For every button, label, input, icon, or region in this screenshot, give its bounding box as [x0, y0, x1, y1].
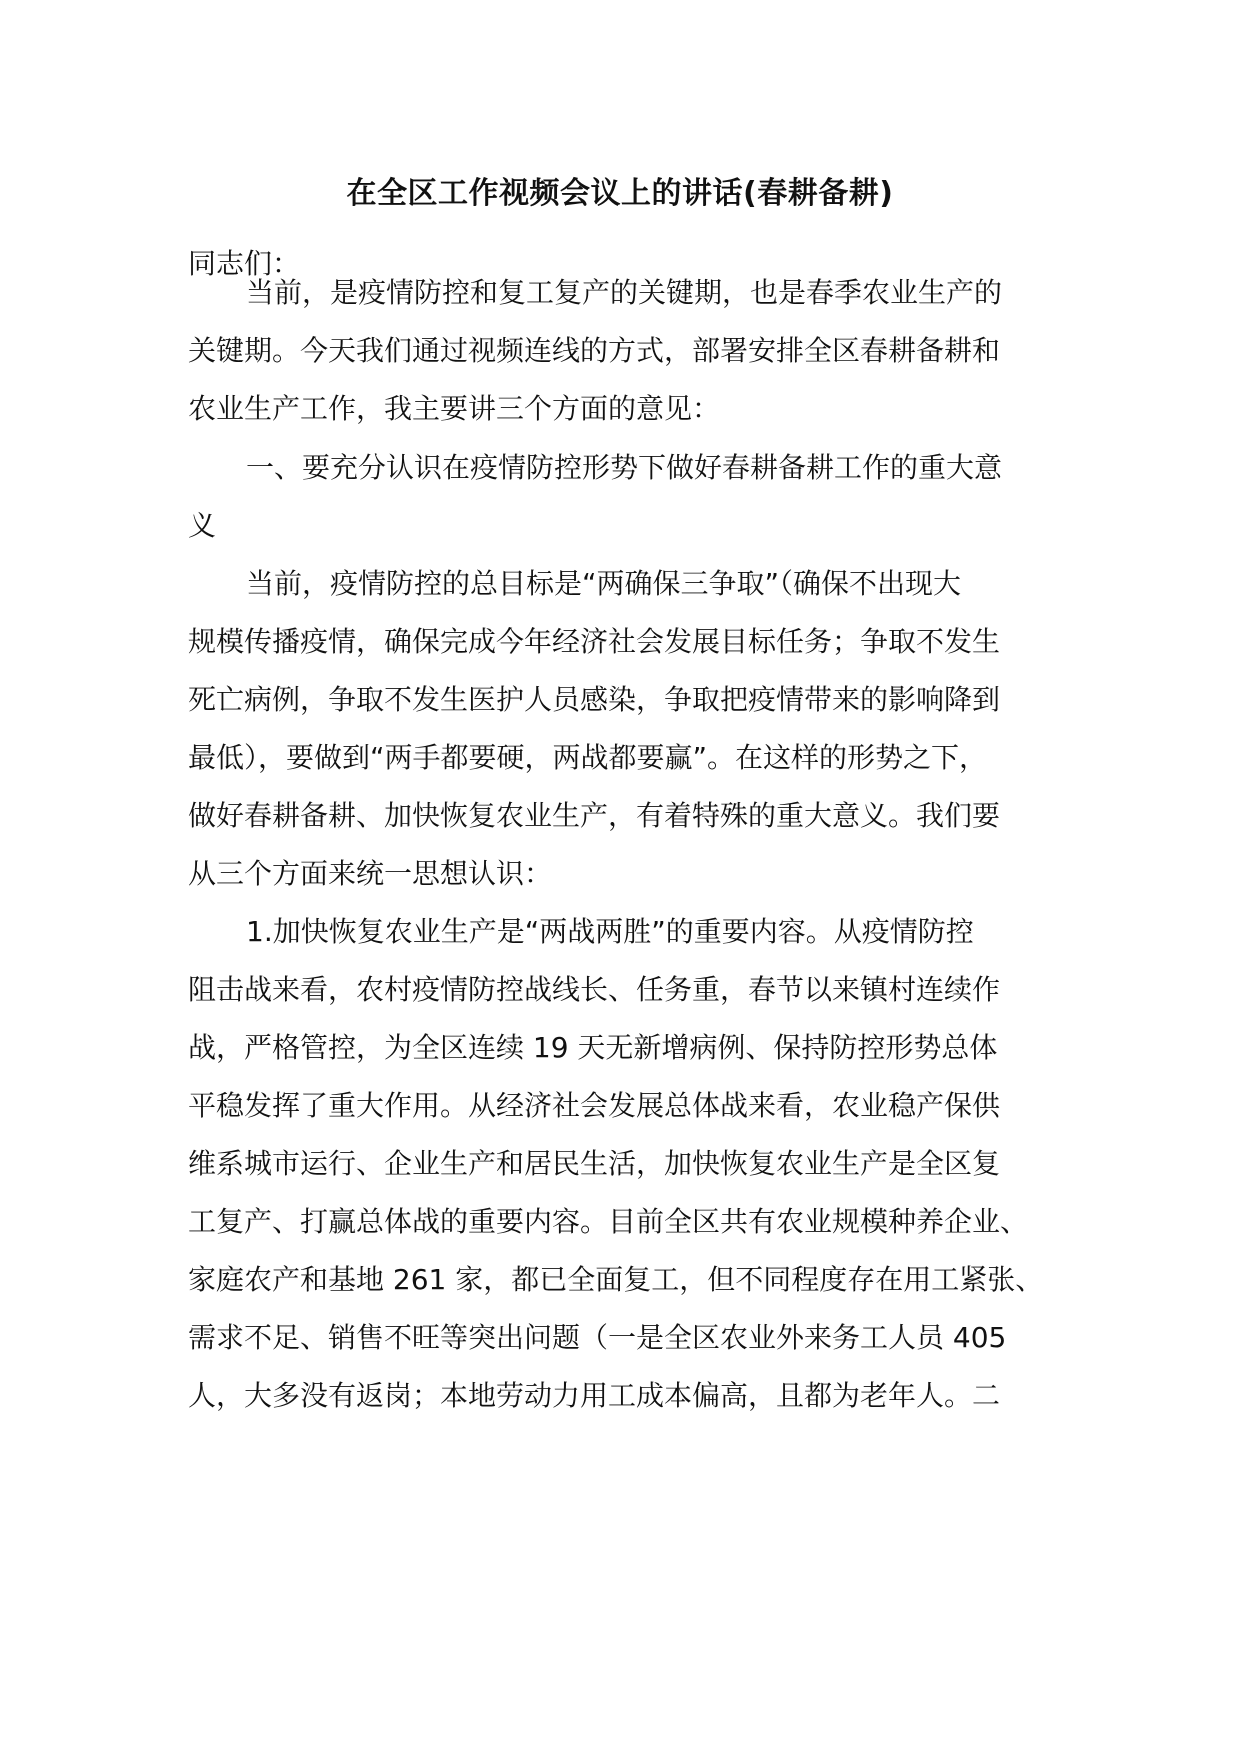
paragraph-line: 当前，疫情防控的总目标是“两确保三争取”（确保不出现大	[246, 567, 962, 600]
document-title: 在全区工作视频会议上的讲话(春耕备耕)	[346, 176, 894, 211]
paragraph-line: 需求不足、销售不旺等突出问题（一是全区农业外来务工人员 405	[188, 1321, 1007, 1354]
paragraph-line: 死亡病例，争取不发生医护人员感染，争取把疫情带来的影响降到	[188, 683, 1001, 716]
paragraph-line: 平稳发挥了重大作用。从经济社会发展总体战来看，农业稳产保供	[188, 1089, 1001, 1122]
paragraph-line: 最低），要做到“两手都要硬，两战都要赢”。在这样的形势之下，	[188, 741, 988, 774]
paragraph-line: 做好春耕备耕、加快恢复农业生产，有着特殊的重大意义。我们要	[188, 799, 1001, 832]
section-heading-line: 义	[188, 509, 217, 542]
paragraph-line: 农业生产工作，我主要讲三个方面的意见：	[188, 392, 721, 425]
paragraph-line: 关键期。今天我们通过视频连线的方式，部署安排全区春耕备耕和	[188, 334, 1001, 367]
salutation: 同志们：	[188, 247, 301, 280]
paragraph-line: 家庭农产和基地 261 家，都已全面复工，但不同程度存在用工紧张、	[188, 1263, 1044, 1296]
paragraph-line: 规模传播疫情，确保完成今年经济社会发展目标任务；争取不发生	[188, 625, 1001, 658]
paragraph-line: 从三个方面来统一思想认识：	[188, 857, 553, 890]
paragraph-line: 维系城市运行、企业生产和居民生活，加快恢复农业生产是全区复	[188, 1147, 1001, 1180]
paragraph-line: 工复产、打赢总体战的重要内容。目前全区共有农业规模种养企业、	[188, 1205, 1029, 1238]
paragraph-line: 1.加快恢复农业生产是“两战两胜”的重要内容。从疫情防控	[246, 915, 974, 948]
paragraph-line: 阻击战来看，农村疫情防控战线长、任务重，春节以来镇村连续作	[188, 973, 1001, 1006]
paragraph-line: 战，严格管控，为全区连续 19 天无新增病例、保持防控形势总体	[188, 1031, 998, 1064]
section-heading-line: 一、要充分认识在疫情防控形势下做好春耕备耕工作的重大意	[246, 451, 1003, 484]
paragraph-line: 人，大多没有返岗；本地劳动力用工成本偏高，且都为老年人。二	[188, 1379, 1001, 1412]
paragraph-line: 当前，是疫情防控和复工复产的关键期，也是春季农业生产的	[246, 276, 1003, 309]
